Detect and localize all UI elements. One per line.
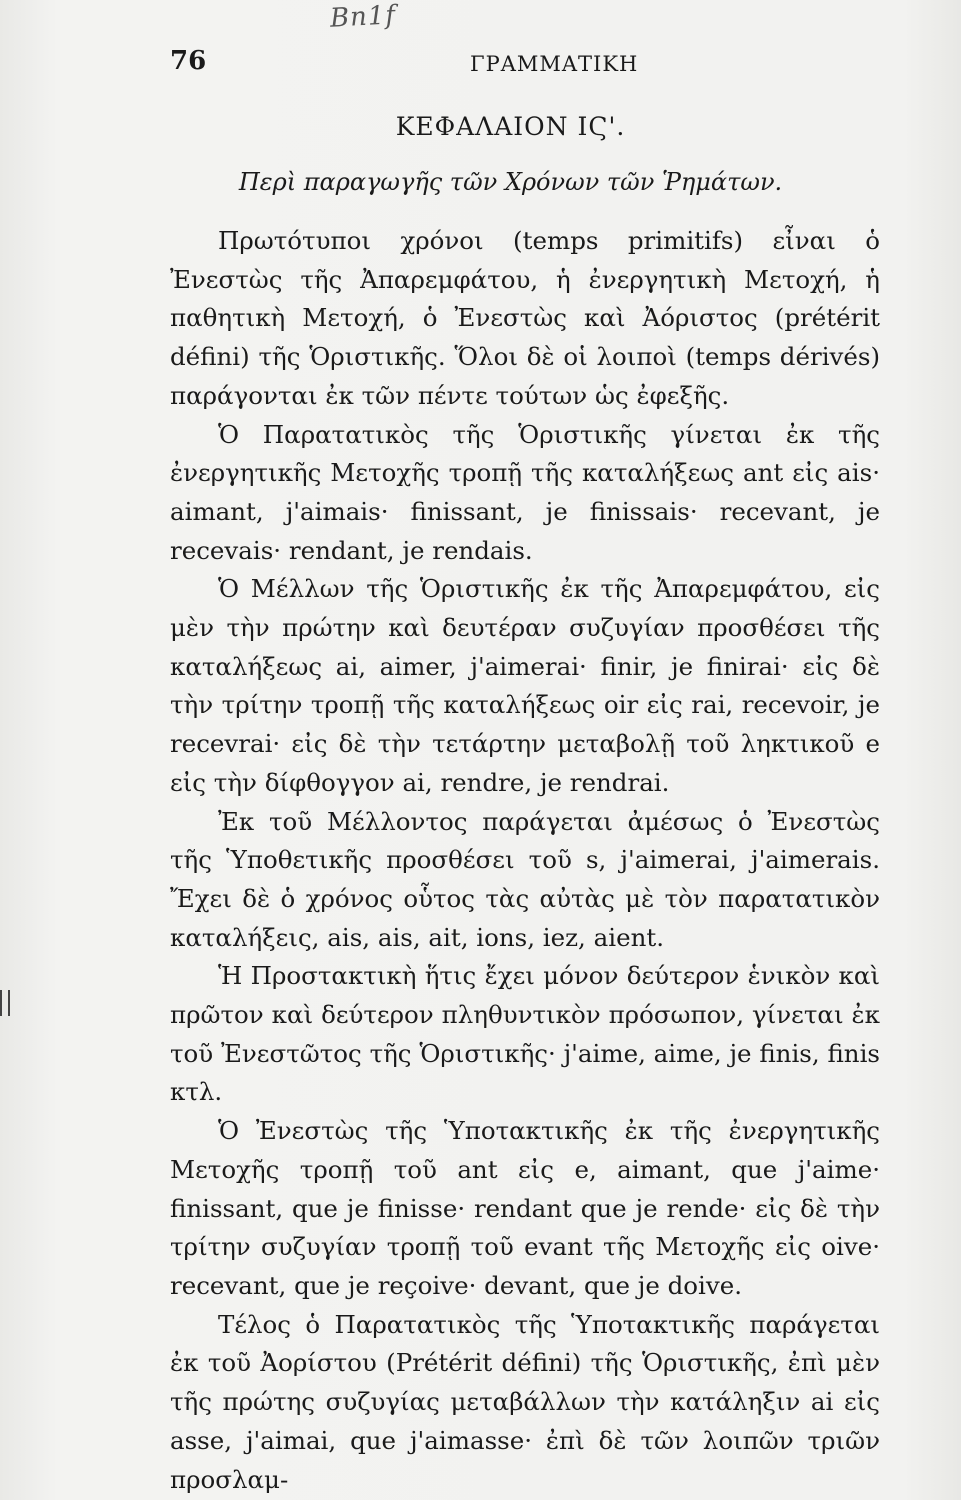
page-header: [170, 46, 890, 82]
margin-mark: [0, 990, 10, 1016]
paragraph: Πρωτότυποι χρόνοι (temps primitifs) εἶναι ὁ Ἐνεστὼς τῆς Ἀπαρεμφάτου, ἡ ἐνεργητικὴ Μετοχή, ἡ παθητικὴ Μετοχή, ὁ Ἐνεστὼς καὶ Ἀόριστος (prétérit défini) τῆς Ὁριστικῆς. Ὅλοι δὲ οἱ λοιποὶ (temps dérivés) παράγονται ἐκ τῶν πέντε τούτων ὡς ἐφεξῆς.: [170, 226, 880, 410]
paragraph: Τέλος ὁ Παρατατικὸς τῆς Ὑποτακτικῆς παράγεται ἐκ τοῦ Ἀορίστου (Prétérit défini) τῆς Ὁριστικῆς, ἐπὶ μὲν τῆς πρώτης συζυγίας μεταβάλλων τὴν κατάληξιν ai εἰς asse, j'aimai, que j'aimasse· ἐπὶ δὲ τῶν λοιπῶν τριῶν προσλαμ-: [170, 1309, 880, 1494]
chapter-title: ΚΕΦΑΛΑΙΟΝ ΙϚ'.: [395, 112, 626, 141]
handwritten-note: Bn1f: [329, 0, 397, 34]
paragraph: Ὁ Μέλλων τῆς Ὁριστικῆς ἐκ τῆς Ἀπαρεμφάτου, εἰς μὲν τὴν πρώτην καὶ δευτέραν συζυγίαν προσθέσει τῆς καταλήξεως ai, aimer, j'aimerai· finir, je finirai· εἰς δὲ τὴν τρίτην τροπῇ τῆς καταλήξεως oir εἰς rai, recevoir, je recevrai· εἰς δὲ τὴν τετάρτην μεταβολῇ τοῦ ληκτικοῦ e εἰς τὴν δίφθογγον ai, rendre, je rendrai.: [170, 574, 880, 797]
chapter-subtitle: Περὶ παραγωγῆς τῶν Χρόνων τῶν Ῥημάτων.: [238, 168, 783, 196]
paragraph: Ἡ Προστακτικὴ ἥτις ἔχει μόνον δεύτερον ἑνικὸν καὶ πρῶτον καὶ δεύτερον πληθυντικὸν πρόσωπον, γίνεται ἐκ τοῦ Ἐνεστῶτος τῆς Ὁριστικῆς· j'aime, aime, je finis, finis κτλ.: [170, 961, 880, 1107]
paragraph: Ὁ Παρατατικὸς τῆς Ὁριστικῆς γίνεται ἐκ τῆς ἐνεργητικῆς Μετοχῆς τροπῇ τῆς καταλήξεως ant εἰς ais· aimant, j'aimais· finissant, je finissais· recevant, je recevais· rendant, je rendais.: [170, 419, 880, 565]
body-text: [170, 222, 880, 1499]
running-head: ΓΡΑΜΜΑΤΙΚΗ: [470, 52, 639, 76]
paragraph: Ἐκ τοῦ Μέλλοντος παράγεται ἀμέσως ὁ Ἐνεστὼς τῆς Ὑποθετικῆς προσθέσει τοῦ s, j'aimerai, j'aimerais. Ἔχει δὲ ὁ χρόνος οὗτος τὰς αὐτὰς μὲ τὸν παρατατικὸν καταλήξεις, ais, ais, ait, ions, iez, aient.: [170, 806, 880, 952]
page-number: 76: [170, 46, 207, 76]
paragraph: Ὁ Ἐνεστὼς τῆς Ὑποτακτικῆς ἐκ τῆς ἐνεργητικῆς Μετοχῆς τροπῇ τοῦ ant εἰς e, aimant, que j'aime· finissant, que je finisse· rendant que je rende· εἰς δὲ τὴν τρίτην συζυγίαν τροπῇ τοῦ evant τῆς Μετοχῆς εἰς oive· recevant, que je reçoive· devant, que je doive.: [170, 1116, 880, 1300]
